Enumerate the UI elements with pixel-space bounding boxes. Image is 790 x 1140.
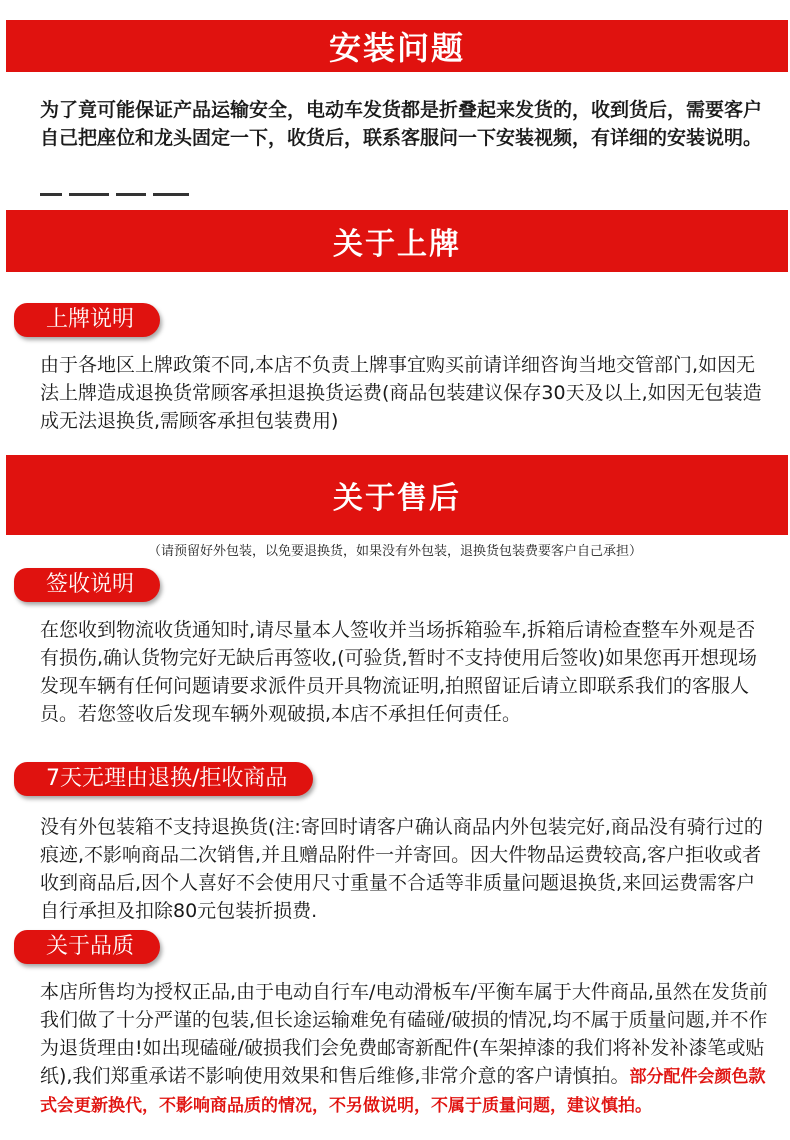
quality-title-pill bbox=[14, 930, 160, 964]
aftersale-title: 关于售后 bbox=[333, 481, 461, 516]
plate-subtitle-pill bbox=[14, 303, 160, 337]
aftersale-note: （请预留好外包装，以免要退换货，如果没有外包装，退换货包装费要客户自己承担） bbox=[147, 544, 642, 559]
plate-subtitle: 上牌说明 bbox=[46, 307, 135, 332]
quality-title: 关于品质 bbox=[46, 934, 135, 959]
quality-red-note: 部分配件会颜色款式会更新换代，不影响商品质的情况，不另做说明，不属于质量问题，建议慎拍。 bbox=[40, 1067, 766, 1116]
sign-title-pill bbox=[14, 568, 160, 602]
aftersale-banner bbox=[6, 455, 788, 535]
plate-banner bbox=[6, 210, 788, 272]
cropped-text-fragment bbox=[40, 190, 210, 198]
install-text: 为了竟可能保证产品运输安全，电动车发货都是折叠起来发货的，收到货后，需要客户自己把座位和龙头固定一下，收货后，联系客服问一下安装视频，有详细的安装说明。 bbox=[40, 99, 763, 149]
install-title: 安装问题 bbox=[328, 29, 465, 67]
return-title: 7天无理由退换/拒收商品 bbox=[46, 766, 288, 791]
return-title-pill bbox=[14, 762, 313, 796]
plate-text: 由于各地区上牌政策不同,本店不负责上牌事宜购买前请详细咨询当地交管部门,如因无法上牌造成退换货常顾客承担退换货运费(商品包装建议保存30天及以上,如因无包装造成无法退换货,需顾客承担包装费用) bbox=[40, 354, 762, 432]
quality-body: 本店所售均为授权正品,由于电动自行车/电动滑板车/平衡车属于大件商品,虽然在发货前我们做了十分严谨的包装,但长途运输难免有磕碰/破损的情况,均不属于质量问题,并不作为退货理由!如出现磕碰/破损我们会免费邮寄新配件(车架掉漆的我们将补发补漆笔或贴纸),我们郑重承诺不影响使用效果和售后维修,非常介意的客户请慎拍。 bbox=[40, 981, 768, 1087]
plate-title: 关于上牌 bbox=[333, 227, 461, 262]
return-text: 没有外包装箱不支持退换货(注:寄回时请客户确认商品内外包装完好,商品没有骑行过的痕迹,不影响商品二次销售,并且赠品附件一并寄回。因大件物品运费较高,客户拒收或者收到商品后,因个人喜好不会使用尺寸重量不合适等非质量问题退换货,来回运费需客户自行承担及扣除80元包装折损费. bbox=[40, 816, 763, 922]
quality-text bbox=[40, 978, 770, 1120]
sign-text: 在您收到物流收货通知时,请尽量本人签收并当场拆箱验车,拆箱后请检查整车外观是否有损伤,确认货物完好无缺后再签收,(可验货,暂时不支持使用后签收)如果您再开想现场发现车辆有任何问题请要求派件员开具物流证明,拍照留证后请立即联系我们的客服人员。若您签收后发现车辆外观破损,本店不承担任何责任。 bbox=[40, 619, 757, 725]
install-banner bbox=[6, 20, 788, 72]
sign-title: 签收说明 bbox=[46, 572, 135, 597]
